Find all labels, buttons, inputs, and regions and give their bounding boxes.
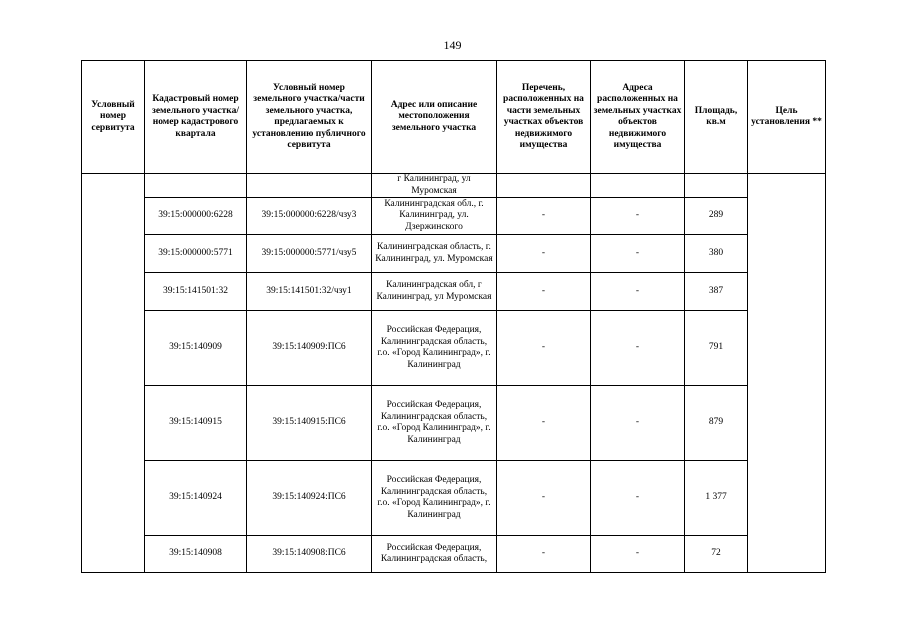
table-row	[82, 235, 826, 273]
cadastral-cell: 39:15:140909	[145, 311, 247, 386]
header-conditional-number: Условный номер земельного участка/части земельного участка, предлагаемых к установлению публичного сервитута	[247, 61, 372, 174]
table-row	[82, 386, 826, 461]
conditional-cell: 39:15:141501:32/чзу1	[247, 273, 372, 311]
header-objects-list: Перечень, расположенных на части земельных участках объектов недвижимого имущества	[497, 61, 591, 174]
area-cell: 1 377	[685, 461, 748, 536]
conditional-cell: 39:15:140924:ПС6	[247, 461, 372, 536]
address-cell: Калининградская обл, г Калининград, ул Муромская	[372, 273, 497, 311]
conditional-cell: 39:15:000000:6228/чзу3	[247, 198, 372, 235]
header-object-addresses: Адреса расположенных на земельных участках объектов недвижимого имущества	[591, 61, 685, 174]
purpose-cell	[748, 174, 826, 573]
objects-cell: -	[497, 386, 591, 461]
address-cell: г Калининград, ул Муромская	[372, 174, 497, 198]
header-address: Адрес или описание местоположения земельного участка	[372, 61, 497, 174]
object-addresses-cell: -	[591, 273, 685, 311]
table-row	[82, 174, 826, 198]
table-row	[82, 273, 826, 311]
conditional-cell	[247, 174, 372, 198]
header-purpose: Цель установления **	[748, 61, 826, 174]
object-addresses-cell: -	[591, 198, 685, 235]
address-cell: Российская Федерация, Калининградская область, г.о. «Город Калининград», г. Калининград	[372, 311, 497, 386]
table-row	[82, 311, 826, 386]
conditional-cell: 39:15:140909:ПС6	[247, 311, 372, 386]
conditional-cell: 39:15:140908:ПС6	[247, 536, 372, 573]
object-addresses-cell: -	[591, 235, 685, 273]
object-addresses-cell	[591, 174, 685, 198]
servitude-number-cell	[82, 174, 145, 573]
header-area: Площадь, кв.м	[685, 61, 748, 174]
area-cell: 791	[685, 311, 748, 386]
objects-cell: -	[497, 198, 591, 235]
cadastral-cell: 39:15:000000:6228	[145, 198, 247, 235]
cadastral-cell: 39:15:000000:5771	[145, 235, 247, 273]
table-row	[82, 461, 826, 536]
object-addresses-cell: -	[591, 311, 685, 386]
objects-cell	[497, 174, 591, 198]
cadastral-cell: 39:15:140915	[145, 386, 247, 461]
objects-cell: -	[497, 235, 591, 273]
address-cell: Калининградская область, г. Калининград, ул. Муромская	[372, 235, 497, 273]
object-addresses-cell: -	[591, 536, 685, 573]
objects-cell: -	[497, 273, 591, 311]
address-cell: Российская Федерация, Калининградская область, г.о. «Город Калининград», г. Калининград	[372, 461, 497, 536]
cadastral-cell	[145, 174, 247, 198]
cadastral-cell: 39:15:140908	[145, 536, 247, 573]
objects-cell: -	[497, 461, 591, 536]
objects-cell: -	[497, 311, 591, 386]
cadastral-cell: 39:15:140924	[145, 461, 247, 536]
table-row	[82, 536, 826, 573]
area-cell: 380	[685, 235, 748, 273]
address-cell: Калининградская обл., г. Калининград, ул. Дзержинского	[372, 198, 497, 235]
header-row	[82, 61, 826, 174]
area-cell: 879	[685, 386, 748, 461]
address-cell: Российская Федерация, Калининградская область, г.о. «Город Калининград», г. Калининград	[372, 386, 497, 461]
header-cadastral-number: Кадастровый номер земельного участка/номер кадастрового квартала	[145, 61, 247, 174]
object-addresses-cell: -	[591, 461, 685, 536]
object-addresses-cell: -	[591, 386, 685, 461]
page-number: 149	[443, 38, 462, 52]
header-servitude-number: Условный номер сервитута	[82, 61, 145, 174]
area-cell: 72	[685, 536, 748, 573]
cadastral-cell: 39:15:141501:32	[145, 273, 247, 311]
table-row	[82, 198, 826, 235]
area-cell: 289	[685, 198, 748, 235]
servitude-table	[81, 60, 826, 573]
conditional-cell: 39:15:000000:5771/чзу5	[247, 235, 372, 273]
address-cell: Российская Федерация, Калининградская область,	[372, 536, 497, 573]
area-cell	[685, 174, 748, 198]
conditional-cell: 39:15:140915:ПС6	[247, 386, 372, 461]
area-cell: 387	[685, 273, 748, 311]
objects-cell: -	[497, 536, 591, 573]
